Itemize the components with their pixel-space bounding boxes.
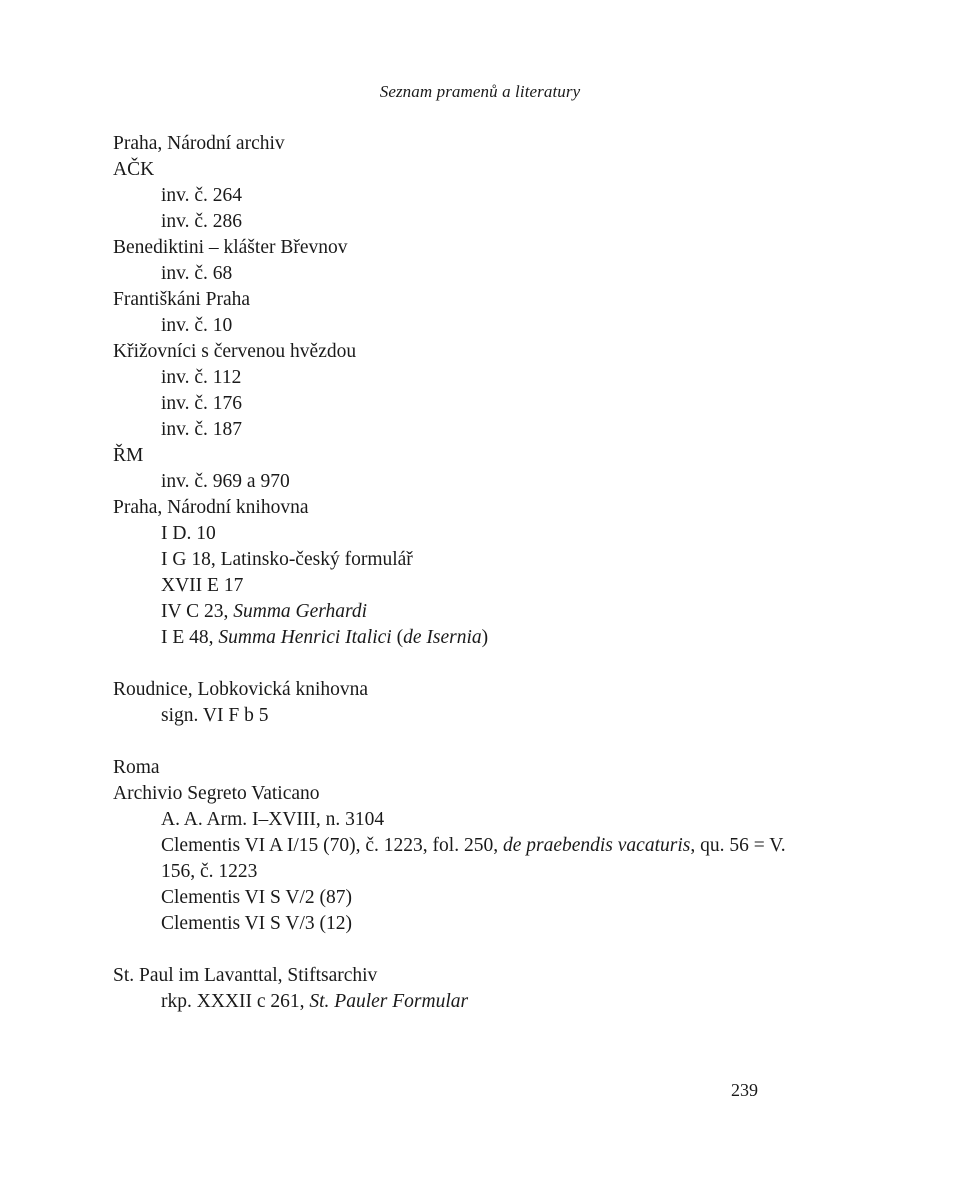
- section-gap: [113, 937, 793, 963]
- item-entry: Clementis VI S V/3 (12): [161, 913, 353, 934]
- archive-heading: Roma: [113, 757, 160, 778]
- item-punct: ): [481, 627, 489, 648]
- item-entry: I D. 10: [161, 523, 216, 544]
- item-title: Summa Henrici Italici: [218, 627, 392, 648]
- item-entry: inv. č. 112: [161, 367, 242, 388]
- source-list: [113, 131, 793, 1015]
- item-entry: inv. č. 187: [161, 419, 243, 440]
- item-entry: inv. č. 10: [161, 315, 233, 336]
- item-entry: I G 18, Latinsko-český formulář: [161, 549, 413, 570]
- item-entry: Clementis VI S V/2 (87): [161, 887, 353, 908]
- archive-heading: Praha, Národní knihovna: [113, 497, 309, 518]
- item-title: St. Pauler Formular: [309, 991, 469, 1012]
- item-entry: inv. č. 68: [161, 263, 233, 284]
- item-title: de praebendis vacaturis: [502, 835, 691, 856]
- section-gap: [113, 651, 793, 677]
- fond-heading: AČK: [113, 159, 155, 180]
- page-number: 239: [731, 1080, 758, 1100]
- item-entry: inv. č. 264: [161, 185, 243, 206]
- archive-heading: St. Paul im Lavanttal, Stiftsarchiv: [113, 965, 378, 986]
- item-punct: (: [391, 627, 404, 648]
- fond-heading: Archivio Segreto Vaticano: [113, 783, 320, 804]
- section-gap: [113, 729, 793, 755]
- fond-heading: Františkáni Praha: [113, 289, 251, 310]
- item-title: Summa Gerhardi: [233, 601, 368, 622]
- item-title-extra: de Isernia: [403, 627, 482, 648]
- fond-heading: ŘM: [113, 445, 144, 466]
- item-signature: IV C 23,: [161, 601, 234, 622]
- item-signature: I E 48,: [161, 627, 219, 648]
- item-entry: [113, 833, 793, 885]
- item-entry: A. A. Arm. I–XVIII, n. 3104: [161, 809, 385, 830]
- item-continuation: , qu. 56 = V. 156, č. 1223: [161, 835, 786, 882]
- fond-heading: Křižovníci s červenou hvězdou: [113, 341, 357, 362]
- item-signature: rkp. XXXII c 261,: [161, 991, 310, 1012]
- item-signature: Clementis VI A I/15 (70), č. 1223, fol. 250,: [161, 835, 503, 856]
- item-entry: inv. č. 286: [161, 211, 243, 232]
- item-entry: inv. č. 969 a 970: [161, 471, 290, 492]
- archive-heading: Praha, Národní archiv: [113, 133, 285, 154]
- item-entry: XVII E 17: [161, 575, 244, 596]
- fond-heading: Benediktini – klášter Břevnov: [113, 237, 348, 258]
- running-head: Seznam pramenů a literatury: [379, 82, 581, 101]
- item-entry: sign. VI F b 5: [161, 705, 269, 726]
- item-entry: inv. č. 176: [161, 393, 243, 414]
- item-entry: [113, 599, 793, 625]
- archive-heading: Roudnice, Lobkovická knihovna: [113, 679, 369, 700]
- item-entry: [113, 625, 793, 651]
- item-entry: [113, 989, 793, 1015]
